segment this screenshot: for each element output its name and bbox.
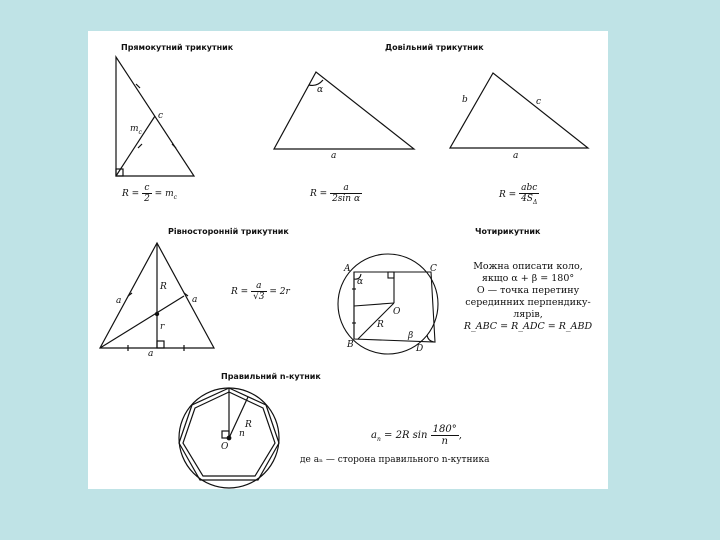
label-b-tri2: b xyxy=(462,95,468,105)
formula-polygon: $a_n = 2R$ sin $\frac{180^\circ}{n}$ , xyxy=(371,424,462,447)
quad-text-line6: R_ABC = R_ADC = R_ABD xyxy=(463,321,593,332)
label-a-eq-left: a xyxy=(116,296,122,306)
label-a-tri2: a xyxy=(513,151,519,161)
quad-text-line5: лярів, xyxy=(513,309,543,320)
label-alpha-quad: α xyxy=(357,277,364,287)
label-O-quad: O xyxy=(393,307,401,317)
label-r-eq: r xyxy=(160,322,165,332)
polygon-note: де aₙ — сторона правильного n-кутника xyxy=(300,455,490,465)
label-R-quad: R xyxy=(377,320,384,330)
label-a-eq-bottom: a xyxy=(148,349,154,359)
label-R-poly: R xyxy=(245,420,252,430)
label-c-right: c xyxy=(158,111,164,121)
header-equilateral-triangle: Рівносторонній трикутник xyxy=(168,227,289,236)
header-quadrilateral: Чотирикутник xyxy=(475,227,541,236)
formula-area: R = $\frac{\text{abc}}{4S_\Delta}$ xyxy=(499,183,538,206)
header-right-triangle: Прямокутний трикутник xyxy=(121,43,234,52)
label-O-poly: O xyxy=(221,442,229,452)
slide-sheet xyxy=(88,31,608,489)
quad-text-line4: серединних перпендику- xyxy=(465,297,591,308)
label-C-quad: C xyxy=(430,264,437,274)
label-c-tri2: c xyxy=(536,97,542,107)
header-regular-polygon: Правильний n-кутник xyxy=(221,372,321,381)
header-arbitrary-triangle: Довільний трикутник xyxy=(385,43,484,52)
formula-right: R = $\frac{c}{2}$ = $m_c$ xyxy=(122,183,177,204)
quad-text-line1: Можна описати коло, xyxy=(473,261,583,272)
label-A-quad: A xyxy=(344,264,351,274)
label-a-eq-right: a xyxy=(192,295,198,305)
label-m-c: $m_c$ xyxy=(130,124,142,136)
regular-polygon-figure xyxy=(88,31,608,489)
label-a-tri1: a xyxy=(331,151,337,161)
quad-text-line3: O — точка перетину xyxy=(476,285,580,296)
label-alpha-tri: α xyxy=(317,85,324,95)
formula-equilateral: R = $\frac{a}{√3}$ = 2r xyxy=(231,281,290,302)
formula-sine: R = $\frac{a}{\text{2sin α}}$ xyxy=(310,183,361,204)
quad-text-line2: якщо α + β = 180° xyxy=(481,273,575,284)
label-B-quad: B xyxy=(347,340,354,350)
label-D-quad: D xyxy=(416,344,424,354)
label-beta-quad: β xyxy=(408,331,414,341)
label-R-eq: R xyxy=(160,282,167,292)
label-n-poly: n xyxy=(239,429,245,439)
